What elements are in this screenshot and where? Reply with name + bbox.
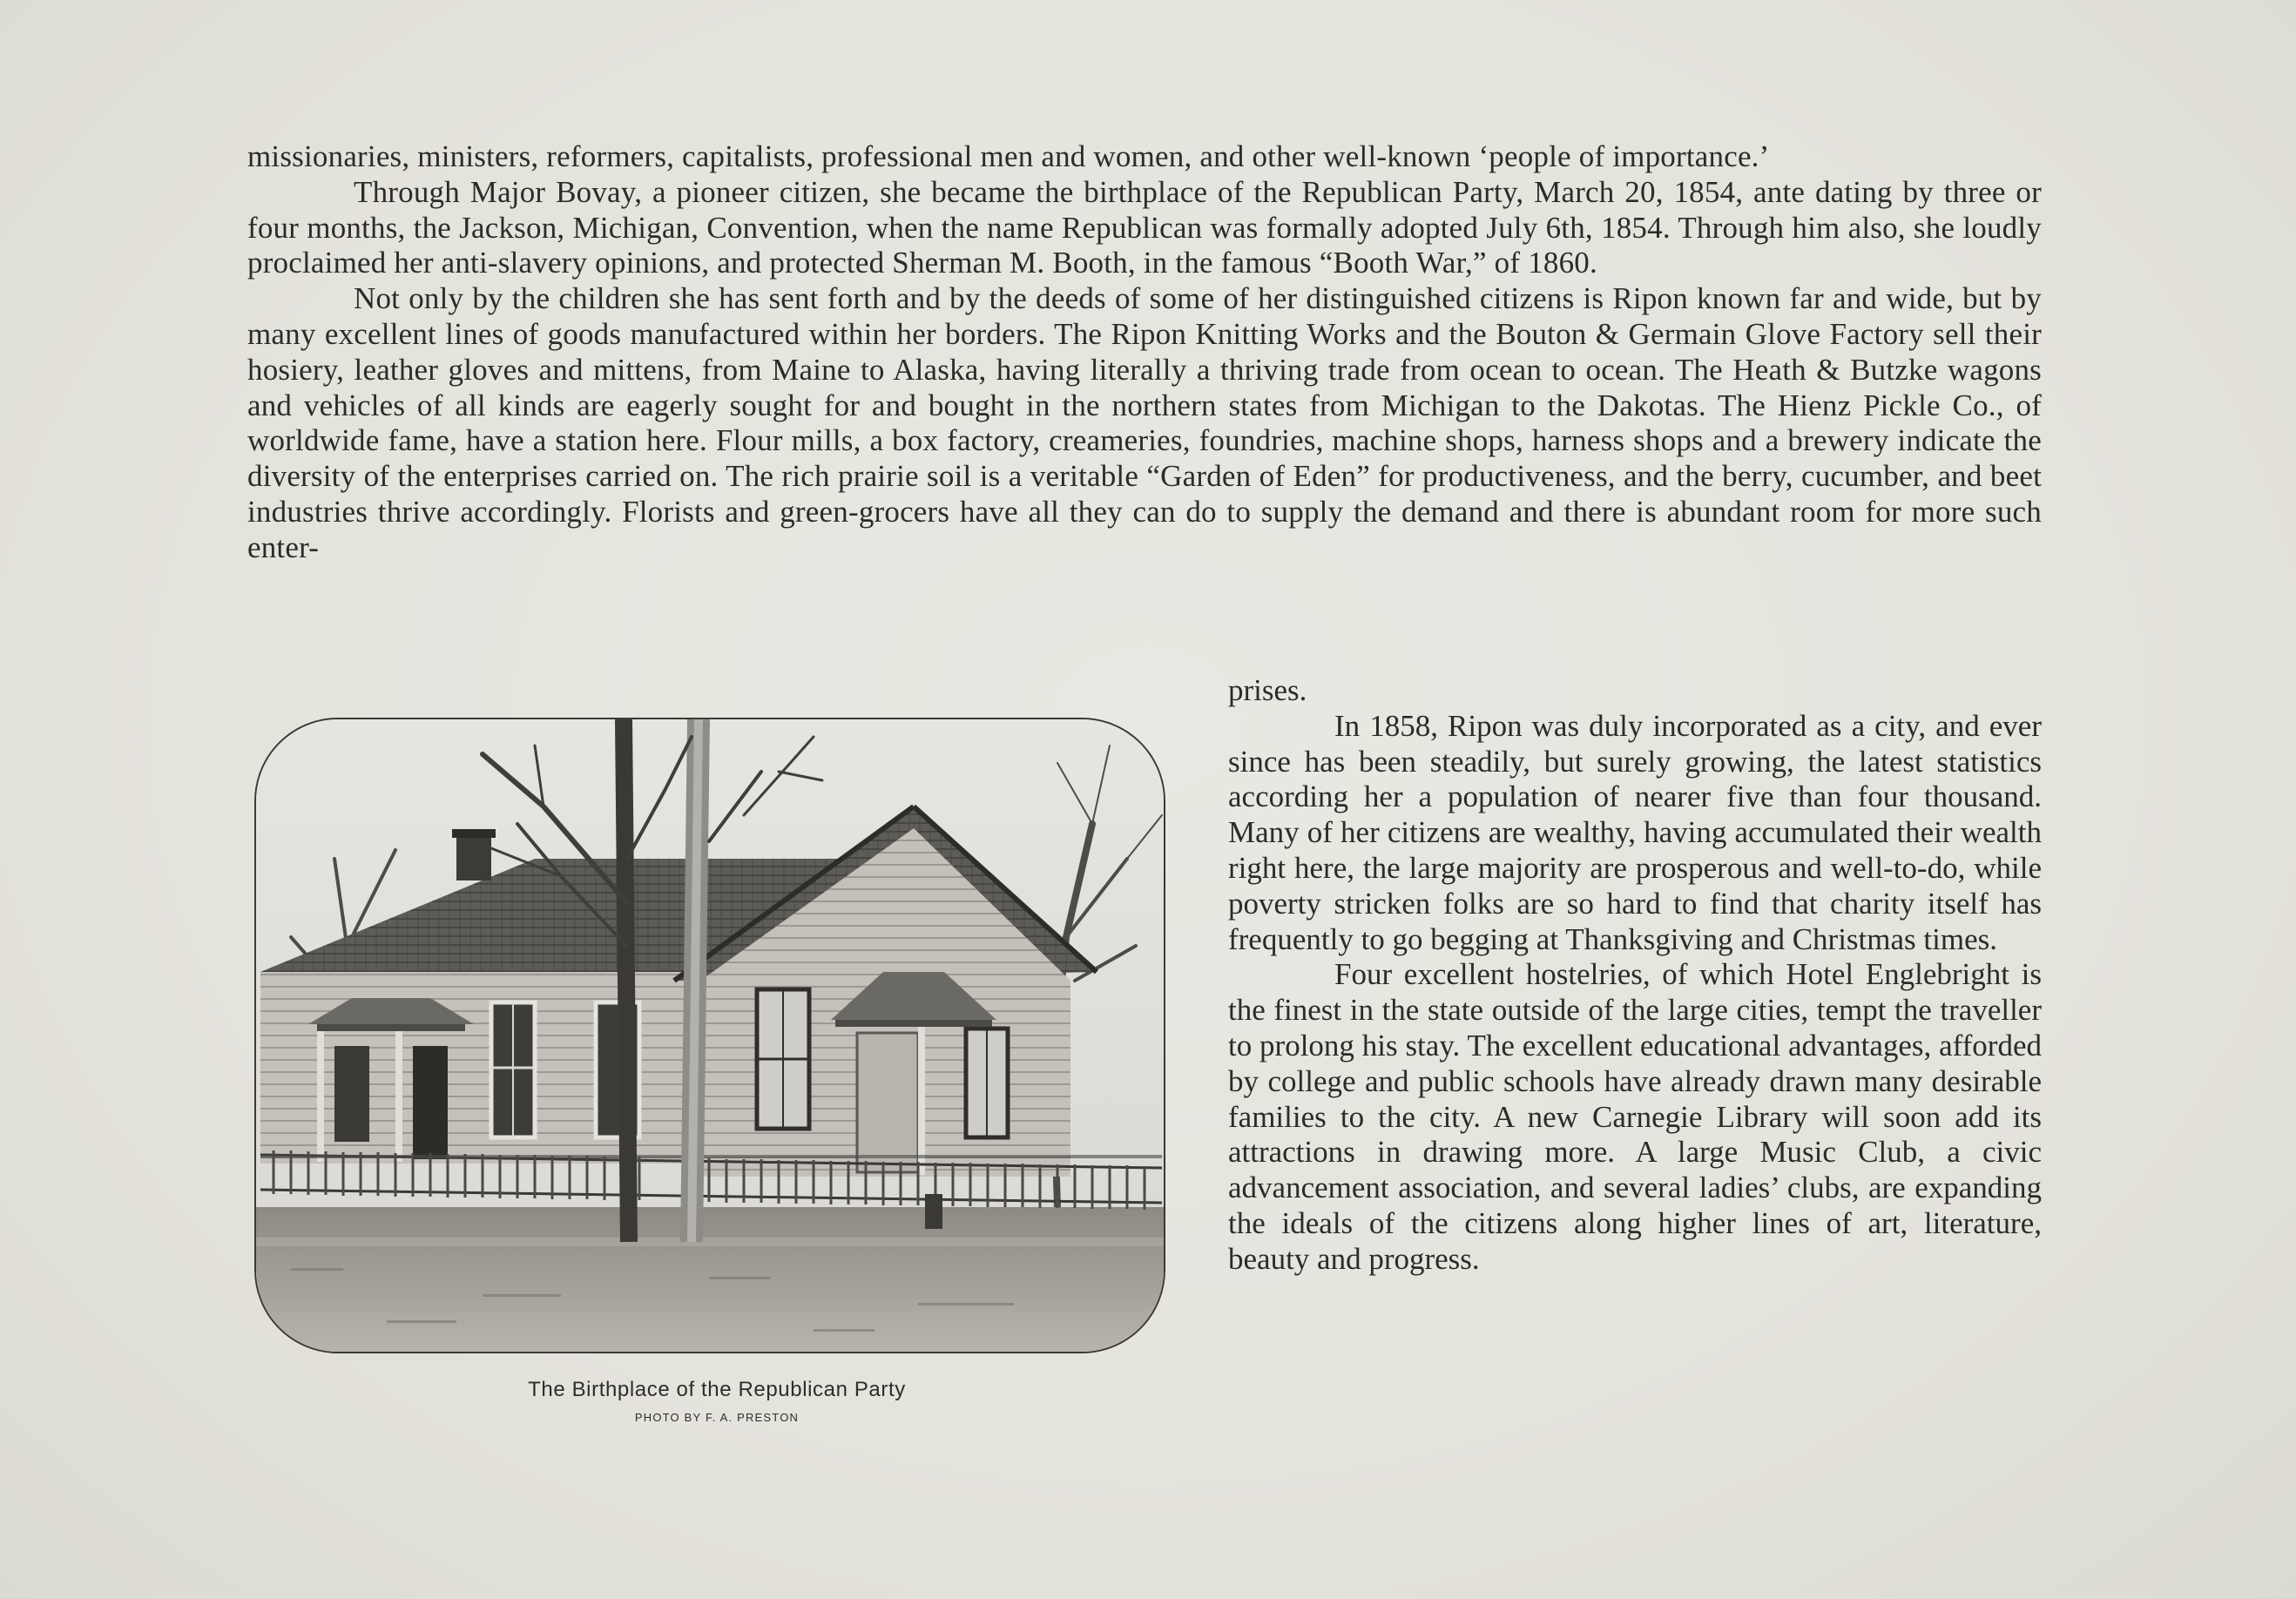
top-text-block xyxy=(247,139,2042,566)
right-text-block xyxy=(1228,673,2042,1278)
paragraph-hostelries: Four excellent hostelries, of which Hotel Englebright is the finest in the state outside of the large cities, tempt the traveller to prolong his stay. The excellent educational advantages, afforded by college and public schools have already drawn many desirable families to the city. A new Carnegie Library will soon add its attractions in drawing more. A large Music Club, a civic advancement association, and several ladies’ clubs, are expanding the ideals of the citizens along higher lines of art, literature, beauty and progress. xyxy=(1228,957,2042,1276)
paragraph-continuation-end: prises. xyxy=(1228,673,1307,707)
paragraph-republican-party: Through Major Bovay, a pioneer citizen, she became the birthplace of the Republican Party, March 20, 1854, ante dating by three or four months, the Jackson, Michigan, Convention, when the name Republican was formally adopted July 6th, 1854. Through him also, she loudly proclaimed her anti-slavery opinions, and protected Sherman M. Booth, in the famous “Booth War,” of 1860. xyxy=(247,174,2042,280)
paragraph-industries: Not only by the children she has sent forth and by the deeds of some of her distinguished citizens is Ripon known far and wide, but by many excellent lines of goods manufactured within her borders. The Ripon Knitting Works and the Bouton & Germain Glove Factory sell their hosiery, leather gloves and mittens, from Maine to Alaska, having literally a thriving trade from ocean to ocean. The Heath & Butzke wagons and vehicles of all kinds are eagerly sought for and bought in the northern states from Michigan to the Dakotas. The Hienz Pickle Co., of worldwide fame, have a station here. Flour mills, a box factory, creameries, foundries, machine shops, harness shops and a brewery indicate the diversity of the enterprises carried on. The rich prairie soil is a veritable “Garden of Eden” for productiveness, and the berry, cucumber, and beet industries thrive accordingly. Florists and green-grocers have all they can do to supply the demand and there is abundant room for more such enter- xyxy=(247,281,2042,564)
photo-credit: PHOTO BY F. A. PRESTON xyxy=(634,1411,800,1424)
paragraph-continuation: missionaries, ministers, reformers, capitalists, professional men and women, and other well-known ‘people of importance.’ xyxy=(247,139,1770,173)
figure-caption: The Birthplace of the Republican Party xyxy=(528,1378,906,1401)
paragraph-incorporation: In 1858, Ripon was duly incorporated as a city, and ever since has been steadily, but surely growing, the latest statistics according her a population of nearer five than four thousand. Many of her citizens are wealthy, having accumulated their wealth right here, the large majority are prosperous and well-to-do, while poverty stricken folks are so hard to find that charity itself has frequently to go begging at Thanksgiving and Christmas times. xyxy=(1228,708,2042,956)
house-photo-figure xyxy=(254,718,1165,1353)
house-photo xyxy=(254,718,1165,1353)
